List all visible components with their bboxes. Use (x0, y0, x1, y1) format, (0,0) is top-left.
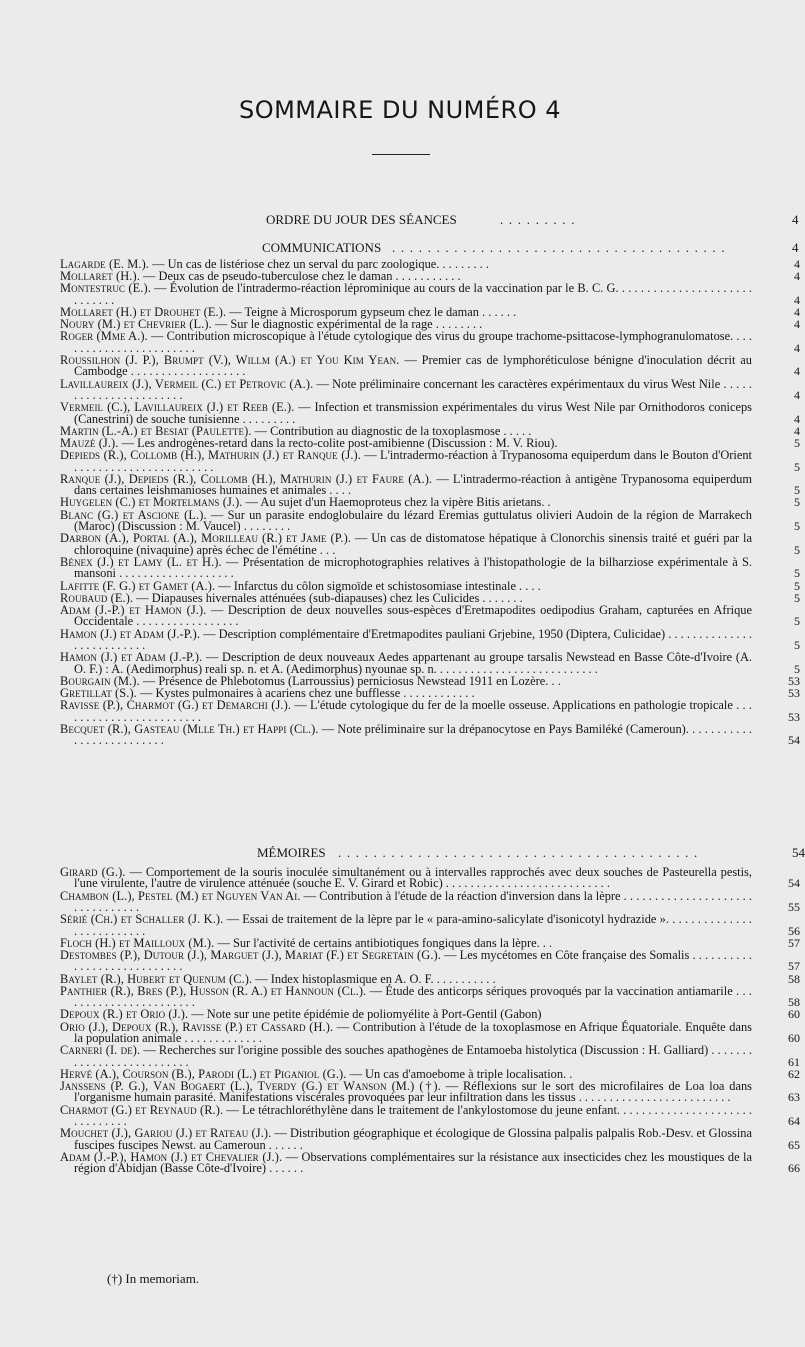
entry-title: — Infarctus du côlon sigmoïde et schistosomiase intestinale . . . . (215, 578, 541, 593)
entry-authors: Baylet (R.), Hubert et Quenum (C.). (60, 971, 253, 986)
entry-page: 58 (788, 971, 800, 986)
entry-title: — Sur l'activité de certains antibiotiques fongiques dans la lèpre. . . (214, 935, 553, 950)
entry-page: 57 (788, 935, 800, 950)
section-label: MÉMOIRES (257, 845, 326, 860)
entry-authors: Roussilhon (J. P.), Brumpt (V.), Willm (A.) et You Kim Yean. (60, 353, 400, 368)
entry-title: — Contribution microscopique à l'étude cytologique des virus du groupe trachome-psittacose-lymphogranulomatose. . . . . . . . . . . . . . . . . . . . . . . . (74, 329, 752, 355)
toc-entry (60, 400, 800, 426)
entry-authors: Gretillat (S.). (60, 685, 137, 700)
entry-page: 5 (794, 614, 800, 629)
entry-title: — Diapauses hivernales atténuées (sub-diapauses) chez les Culicides . . . . . . . (133, 590, 523, 605)
entry-title: — Contribution à l'étude de la toxoplasmose en Afrique Équatoriale. Enquête dans la population animale . . . . . . . . . . . . . (74, 1019, 752, 1046)
entry-title: — Réflexions sur le sort des microfilaires de Loa loa dans l'organisme humain parasité. Manifestations viscérales provoquées par leur infiltration dans les tissus . . . . . . . . . . . . . . . . . . . . . . . . . (74, 1079, 752, 1105)
toc-entry (60, 281, 800, 307)
entry-title: — Description de deux nouveaux Aedes appartenant au groupe tarsalis Newstead en Basse Côte-d'Ivoire (A. O. F.) : A. (Aedimorphus) reali sp. n. et A. (Aedimorphus) nyounae sp. n. . . . . . . . . . . . . . . . . . . . . . . . . . . (74, 650, 752, 676)
communications-list (60, 257, 800, 748)
entry-page: 5 (794, 542, 800, 557)
entry-title: — Distribution géographique et écologique de Glossina palpalis palpalis Rob.-Desv. et Glossina fuscipes fuscipes Newst. au Cameroun . . . . . . (74, 1126, 752, 1152)
toc-entry (60, 650, 800, 676)
page-title: SOMMAIRE DU NUMÉRO 4 (238, 96, 562, 124)
entry-page: 4 (794, 364, 800, 379)
entry-title: — L'étude cytologique du fer de la moelle osseuse. Applications en pathologie tropicale . . . . . . . . . . . . . . . . . . . . . . . . (74, 698, 752, 724)
entry-title: — Note sur une petite épidémie de poliomyélite à Port-Gentil (Gabon) (188, 1007, 542, 1022)
entry-title: — L'intradermo-réaction à antigène Trypanosoma equiperdum dans certaines leishmanioses humaines et animales . . . . (74, 471, 752, 498)
entry-page: 55 (788, 900, 800, 915)
entry-title: — Infection et transmission expérimentales du virus West Nile par Ornithodoros coniceps (Canestrini) de souche tunisienne . . . . . . . . . (74, 400, 752, 426)
entry-page: 5 (794, 495, 800, 510)
entry-title: — Un cas de distomatose hépatique à Clonorchis sinensis traité et guéri par la chloroquine (nivaquine) après échec de l'émétine . . . (74, 531, 752, 557)
entry-title: — Étude des anticorps sériques provoqués par la vaccination antiamarile . . . . . . . . . . . . . . . . . . . . . . . (74, 983, 753, 1010)
entry-page: 4 (794, 411, 800, 426)
entry-title: — Description de deux nouvelles sous-espèces d'Eretmapodites oedipodius Graham, capturées en Afrique Occidentale . . . . . . . . . . . . . . . . . (74, 602, 752, 629)
entry-authors: Floch (H.) et Mailloux (M.). (60, 935, 215, 950)
entry-authors: Darbon (A.), Portal (A.), Morilleau (R.) et Jame (P.). (60, 531, 352, 546)
toc-entry (60, 329, 800, 355)
entry-page: 5 (794, 436, 800, 451)
entry-page: 5 (794, 519, 800, 534)
entry-authors: Mauzé (J.). (60, 436, 119, 451)
toc-entry (60, 471, 800, 498)
entry-authors: Roger (Mme A.). (60, 329, 148, 344)
entry-authors: Huygelen (C.) et Mortelmans (J.). (60, 495, 243, 510)
entry-title: — Contribution au diagnostic de la toxoplasmose . . . . . (251, 423, 532, 438)
toc-entry (60, 1079, 800, 1105)
entry-page: 5 (794, 661, 800, 676)
toc-entry (60, 888, 800, 915)
toc-entry (60, 983, 800, 1010)
toc-entry (60, 554, 800, 581)
entry-page: 64 (788, 1114, 800, 1129)
entry-authors: Depieds (R.), Collomb (H.), Mathurin (J.) et Ranque (J.). (60, 448, 361, 463)
entry-page: 61 (788, 1054, 800, 1069)
entry-page: 4 (794, 388, 800, 403)
entry-page: 63 (788, 1090, 800, 1105)
entry-authors: Hervé (A.), Courson (B.), Parodi (L.) et Piganiol (G.). (60, 1066, 347, 1081)
entry-authors: Martin (L.-A.) et Besiat (Paulette). (60, 423, 252, 438)
entry-authors: Panthier (R.), Bres (P.), Husson (R. A.) et Hannoun (Cl.). (60, 983, 367, 998)
toc-entry (60, 602, 800, 629)
section-label: ORDRE DU JOUR DES SÉANCES (266, 212, 457, 227)
entry-page: 5 (794, 566, 800, 581)
entry-title: — Premier cas de lymphoréticulose bénigne d'inoculation décrit au Cambodge . . . . . . . . . . . . . . . . . . . (74, 353, 752, 379)
entry-title: — Index histoplasmique en A. O. F. . . . . . . . . . . (252, 971, 496, 986)
entry-page: 4 (794, 423, 800, 438)
entry-authors: Vermeil (C.), Lavillaureix (J.) et Reeb (E.). (60, 400, 295, 415)
entry-authors: Roubaud (E.). (60, 590, 134, 605)
entry-page: 56 (788, 923, 800, 938)
toc-entry (60, 353, 800, 379)
leader-dots: . . . . . . . . . . . . . . . . . . . . . . . . . . . . . . . . . . . . . . . . . (338, 845, 699, 860)
toc-entry (60, 626, 800, 652)
title-rule (372, 154, 430, 155)
toc-entry (60, 948, 800, 974)
entry-title: — Les androgènes-retard dans la recto-colite post-amibienne (Discussion : M. V. Riou). (118, 436, 558, 451)
entry-authors: Blanc (G.) et Ascione (L.). (60, 507, 207, 522)
entry-authors: Destombes (P.), Dutour (J.), Marguet (J.), Mariat (F.) et Segretain (G.). (60, 948, 441, 963)
entry-authors: Bourgain (M.). (60, 673, 140, 688)
entry-page: 53 (788, 673, 800, 688)
entry-authors: Chambon (L.), Pestel (M.) et Nguyen Van Ai. (60, 888, 301, 903)
entry-title: — Sur le diagnostic expérimental de la rage . . . . . . . . (211, 317, 483, 332)
toc-entry (60, 912, 800, 938)
toc-entry (60, 721, 800, 748)
entry-page: 4 (794, 317, 800, 332)
entry-title: — Essai de traitement de la lèpre par le « para-amino-salicylate d'isonicotyl hydrazide ». . . . . . . . . . . . . . . . . . . . . . . . . . (74, 912, 752, 938)
entry-authors: Noury (M.) et Chevrier (L.). (60, 317, 212, 332)
toc-entry (60, 698, 800, 724)
entry-authors: Adam (J.-P.) et Hamon (J.). (60, 602, 207, 617)
page-number: 4 (792, 212, 799, 227)
entry-title: — Description complémentaire d'Eretmapodites pauliani Grjebine, 1950 (Diptera, Culicidae) . . . . . . . . . . . . . . . . . . . . . . . . . . (74, 626, 753, 652)
memoires-list (60, 865, 800, 1176)
entry-title: — Le tétrachloréthylène dans le traitement de l'ankylostomose du jeune enfant. . . . . . . . . . . . . . . . . . . . . . . . . . . . . . . (74, 1102, 752, 1129)
entry-title: — L'intradermo-réaction à Trypanosoma equiperdum dans le Bouton d'Orient . . . . . . . . . . . . . . . . . . . . . . . (74, 448, 752, 474)
entry-title: — Teigne à Microsporum gypseum chez le daman . . . . . . (226, 305, 517, 320)
toc-entry (60, 1019, 800, 1046)
entry-page: 5 (794, 590, 800, 605)
entry-authors: Mollaret (H.). (60, 269, 140, 284)
entry-title: — Note préliminaire sur la drépanocytose en Pays Bamiléké (Cameroun). . . . . . . . . . . . . . . . . . . . . . . . . . (74, 721, 752, 748)
toc-entry (60, 1149, 800, 1176)
entry-title: — Évolution de l'intradermo-réaction léprominique au cours de la vaccination par le B. C. G. . . . . . . . . . . . . . . . . . . . . . . . . . . . . (74, 281, 752, 307)
entry-authors: Lafitte (F. G.) et Gamet (A.). (60, 578, 216, 593)
entry-authors: Bénex (J.) et Lamy (L. et H.). (60, 554, 222, 569)
entry-title: — Un cas de listériose chez un serval du parc zoologique. . . . . . . . . (149, 257, 489, 271)
entry-authors: Becquet (R.), Gasteau (Mlle Th.) et Happi (Cl.). (60, 721, 319, 736)
footnote: (†) In memoriam. (107, 1271, 200, 1286)
entry-authors: Mollaret (H.) et Drouhet (E.). (60, 305, 227, 320)
toc-entry (60, 448, 800, 474)
entry-title: — Recherches sur l'origine possible des souches apathogènes de Entamoeba histolytica (Discussion : H. Galliard) . . . . . . . . . . . . . . . . . . . . . . . . . . (74, 1043, 752, 1069)
entry-authors: Charmot (G.) et Reynaud (R.). (60, 1102, 224, 1117)
entry-title: — Kystes pulmonaires à acariens chez une bufflesse . . . . . . . . . . . . (136, 685, 475, 700)
toc-entry (60, 507, 800, 534)
entry-title: — Présence de Phlebotomus (Larroussius) perniciosus Newstead 1911 en Lozère. . . (139, 673, 561, 688)
entry-page: 5 (794, 483, 800, 498)
leader-dots: . . . . . . . . . . . . . . . . . . . . . . . . . . . . . . . . . . . . . . (392, 240, 726, 255)
entry-title: — Deux cas de pseudo-tuberculose chez le daman . . . . . . . . . . . (139, 269, 461, 284)
entry-page: 65 (788, 1137, 800, 1152)
entry-page: 4 (794, 269, 800, 284)
entry-page: 4 (794, 340, 800, 355)
entry-authors: Adam (J.-P.), Hamon (J.) et Chevalier (J.). (60, 1149, 283, 1164)
entry-authors: Lagarde (E. M.). (60, 257, 149, 271)
entry-page: 4 (794, 257, 800, 271)
toc-entry (60, 376, 800, 403)
page-number: 4 (792, 240, 799, 255)
entry-page: 60 (788, 1031, 800, 1046)
entry-page: 5 (794, 578, 800, 593)
entry-title: — Les mycétomes en Côte française des Somalis . . . . . . . . . . . . . . . . . . . . . . . . . . . . (74, 948, 752, 974)
entry-authors: Sérié (Ch.) et Schaller (J. K.). (60, 912, 224, 927)
entry-title: — Sur un parasite endoglobulaire du lézard Eremias guttulatus olivieri Audoin de la région de Marrakech (Maroc) (Discussion : M. Vaucel) . . . . . . . . (74, 507, 752, 534)
entry-authors: Hamon (J.) et Adam (J.-P.). (60, 650, 203, 665)
entry-page: 58 (788, 995, 800, 1010)
entry-authors: Hamon (J.) et Adam (J.-P.). (60, 626, 201, 641)
entry-authors: Janssens (P. G.), Van Bogaert (L.), Tverdy (G.) et Wanson (M.) (†). (60, 1079, 441, 1094)
entry-authors: Depoux (R.) et Orio (J.). (60, 1007, 189, 1022)
entry-page: 57 (788, 959, 800, 974)
entry-page: 66 (788, 1161, 800, 1176)
entry-page: 5 (794, 459, 800, 474)
entry-page: 4 (794, 292, 800, 307)
entry-authors: Carneri (I. de). (60, 1043, 141, 1058)
entry-title: — Contribution à l'étude de la réaction d'inversion dans la lèpre . . . . . . . . . . . . . . . . . . . . . . . . . . . . . . . . (74, 888, 752, 915)
entry-page: 53 (788, 709, 800, 724)
entry-title: — Note préliminaire concernant les caractères expérimentaux du virus West Nile . . . . . . . . . . . . . . . . . . . . . . . (74, 376, 752, 403)
entry-title: — Présentation de microphotographies relatives à l'histopathologie de la bilharziose expérimentale à S. mansoni . . . . . . . . . . . . . . . . . . . (74, 554, 752, 581)
entry-page: 60 (788, 1007, 800, 1022)
entry-authors: Ravisse (P.), Charmot (G.) et Demarchi (J.). (60, 698, 292, 713)
page-number: 54 (792, 845, 805, 860)
entry-page: 5 (794, 637, 800, 652)
toc-entry (60, 1043, 800, 1069)
entry-title: — Au sujet d'un Haemoproteus chez la vipère Bitis arietans. . (242, 495, 551, 510)
entry-title: — Un cas d'amoebome à triple localisation. . (346, 1066, 573, 1081)
entry-page: 4 (794, 305, 800, 320)
entry-page: 54 (788, 876, 800, 891)
entry-authors: Ranque (J.), Depieds (R.), Collomb (H.), Mathurin (J.) et Faure (A.). (60, 471, 433, 486)
entry-authors: Montestruc (E.). (60, 281, 151, 296)
entry-authors: Orio (J.), Depoux (R.), Ravisse (P.) et Cassard (H.). (60, 1019, 334, 1034)
toc-entry (60, 531, 800, 557)
entry-page: 62 (788, 1066, 800, 1081)
entry-authors: Mouchet (J.), Gariou (J.) et Rateau (J.). (60, 1126, 272, 1141)
entry-title: — Comportement de la souris inoculée simultanément ou à intervalles rapprochés avec deux souches de Pasteurella pestis, l'une virulente, l'autre de virulence atténuée (souche E. V. Girard et Robic) . . . . . . . . . . . . . . . . . . . . . . . . . . . (74, 865, 752, 891)
toc-entry (60, 865, 800, 891)
toc-entry (60, 1102, 800, 1129)
section-label: COMMUNICATIONS (262, 240, 382, 255)
entry-title: — Observations complémentaires sur la résistance aux insecticides chez les moustiques de la région d'Abidjan (Basse Côte-d'Ivoire) . . . . . . (74, 1149, 752, 1176)
entry-authors: Girard (G.). (60, 865, 126, 879)
entry-page: 53 (788, 685, 800, 700)
leader-dots: . . . . . . . . . (500, 212, 576, 227)
toc-entry (60, 1126, 800, 1152)
entry-authors: Lavillaureix (J.), Vermeil (C.) et Petrovic (A.). (60, 376, 314, 391)
entry-page: 54 (788, 733, 800, 748)
